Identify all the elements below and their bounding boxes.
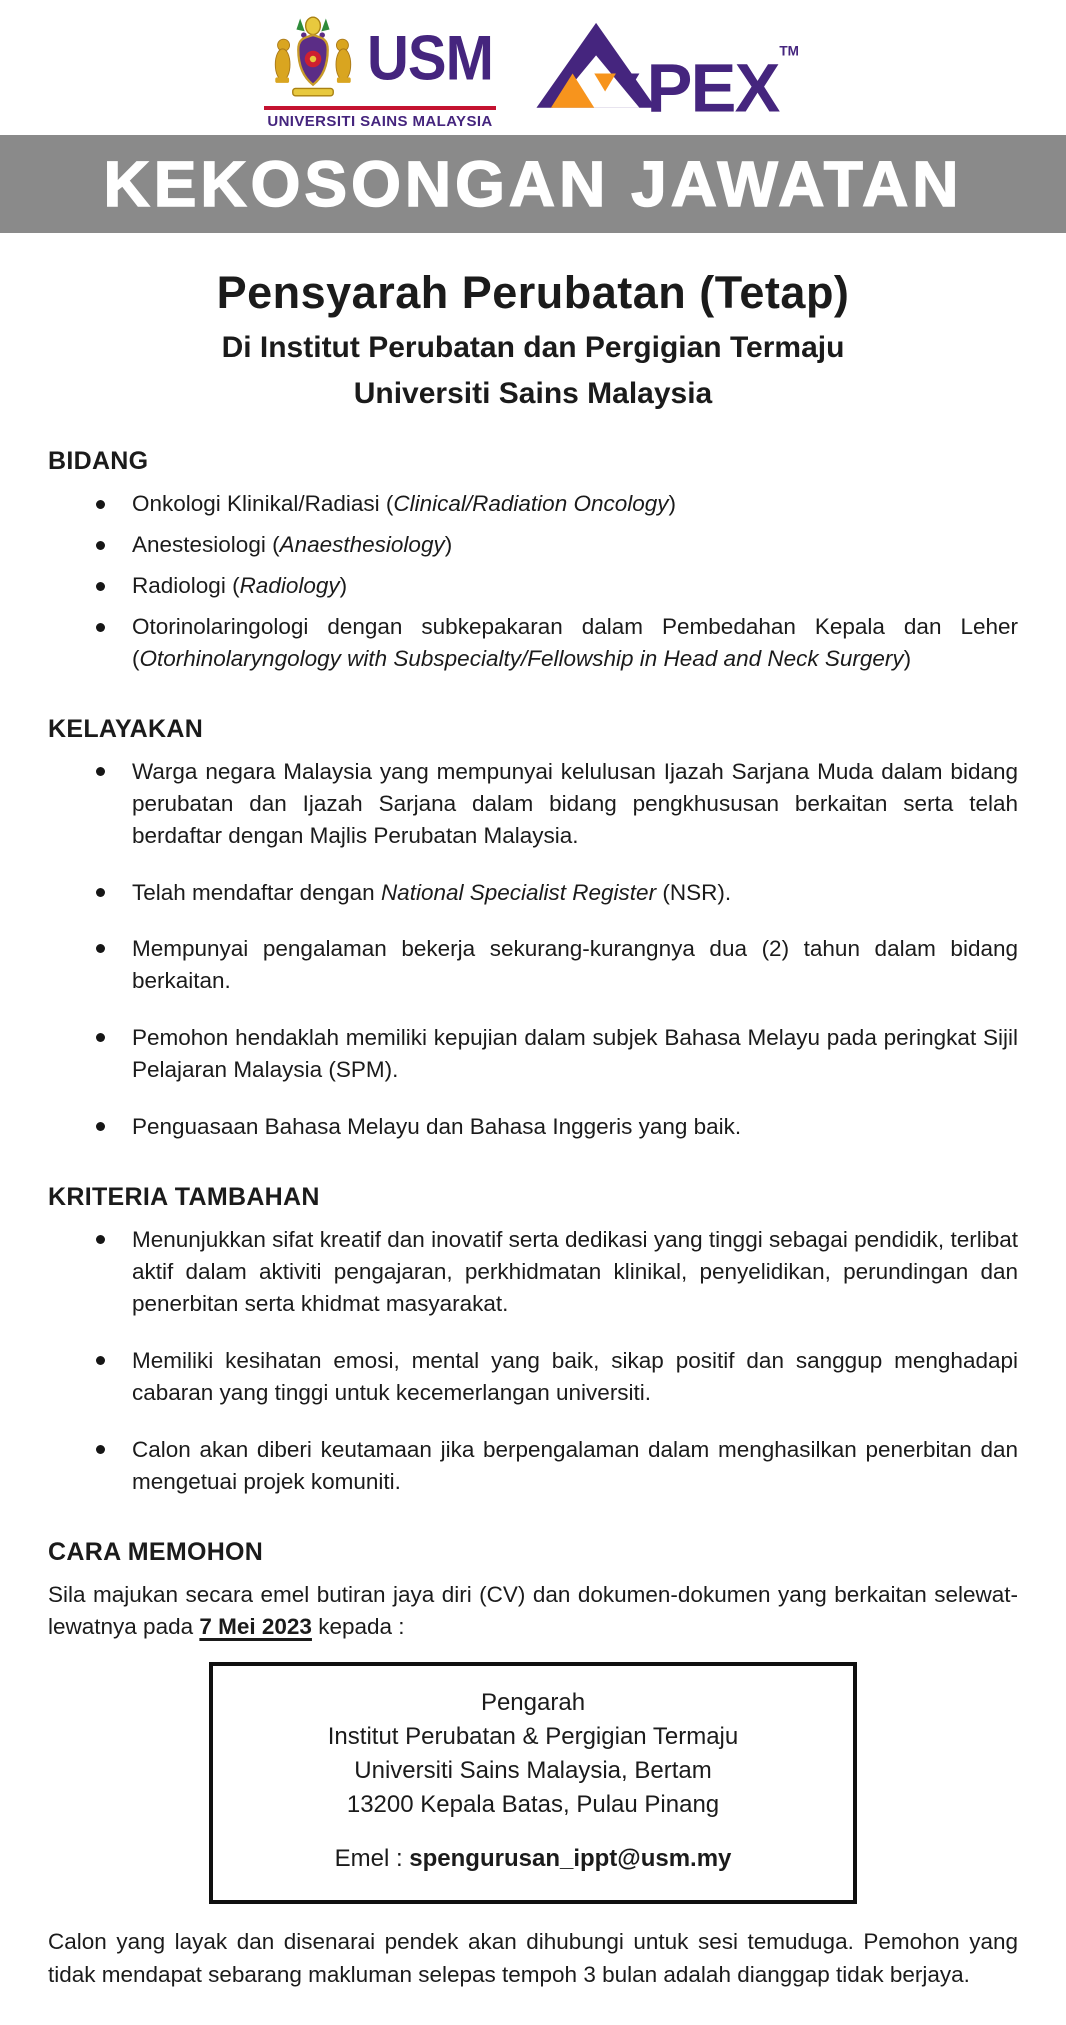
section-heading-kelayakan: KELAYAKAN — [48, 714, 204, 743]
bidang-list — [48, 488, 1018, 675]
subtitle-institute: Di Institut Perubatan dan Pergigian Termaju — [221, 331, 845, 364]
section-kriteria-tambahan — [48, 1183, 1018, 1498]
contact-address-box — [209, 1662, 857, 1904]
contact-address-lines — [225, 1686, 841, 1822]
bidang-item: Otorinolaringologi dengan subkepakaran dalam Pembedahan Kepala dan Leher (Otorhinolaryngology with Subspecialty/Fellowship in Head and Neck Surgery) — [48, 611, 1018, 675]
usm-crest-icon — [267, 16, 359, 102]
email-label: Emel : — [334, 1845, 410, 1873]
kriteria-item: Menunjukkan sifat kreatif dan inovatif serta dedikasi yang tinggi sebagai pendidik, terlibat aktif dalam aktiviti pengajaran, perkhidmatan klinikal, penyelidikan, perundingan dan penerbitan serta khidmat masyarakat. — [48, 1224, 1018, 1320]
apex-logo-icon — [522, 20, 802, 126]
bidang-item: Onkologi Klinikal/Radiasi (Clinical/Radiation Oncology) — [48, 488, 1018, 520]
section-heading-bidang: BIDANG — [48, 447, 149, 475]
kriteria-item: Calon akan diberi keutamaan jika berpengalaman dalam menghasilkan penerbitan dan mengetuai projek komuniti. — [48, 1434, 1018, 1498]
apex-wordmark: PEX — [646, 48, 779, 126]
bidang-item: Anestesiologi (Anaesthesiology) — [48, 529, 1018, 561]
usm-logo — [264, 16, 496, 130]
footer-note: Calon yang layak dan disenarai pendek akan dihubungi untuk sesi temuduga. Pemohon yang tidak mendapat sebarang makluman selepas tempoh 3 bulan adalah dianggap tidak berjaya. — [48, 1929, 1018, 1987]
kriteria-item: Memiliki kesihatan emosi, mental yang baik, sikap positif dan sanggup menghadapi cabaran yang tinggi untuk kecemerlangan universiti. — [48, 1345, 1018, 1409]
apex-tm-mark: TM — [779, 42, 799, 58]
kelayakan-item: Penguasaan Bahasa Melayu dan Bahasa Inggeris yang baik. — [48, 1111, 1018, 1143]
subtitle-university: Universiti Sains Malaysia — [353, 377, 713, 410]
banner — [0, 135, 1066, 233]
usm-red-rule — [264, 106, 496, 110]
kelayakan-item: Pemohon hendaklah memiliki kepujian dalam subjek Bahasa Melayu pada peringkat Sijil Pelajaran Malaysia (SPM). — [48, 1022, 1018, 1086]
kriteria-list — [48, 1224, 1018, 1498]
kelayakan-item: Telah mendaftar dengan National Specialist Register (NSR). — [48, 877, 1018, 909]
kelayakan-item: Warga negara Malaysia yang mempunyai kelulusan Ijazah Sarjana Muda dalam bidang perubatan dan Ijazah Sarjana dalam bidang pengkhususan berkaitan serta telah berdaftar dengan Majlis Perubatan Malaysia. — [48, 756, 1018, 852]
usm-acronym: USM — [367, 22, 493, 94]
application-instructions: Sila majukan secara emel butiran jaya diri (CV) dan dokumen-dokumen yang berkaitan selewat-lewatnya pada 7 Mei 2023 kepada : — [48, 1581, 1018, 1640]
kelayakan-item: Mempunyai pengalaman bekerja sekurang-kurangnya dua (2) tahun dalam bidang berkaitan. — [48, 933, 1018, 997]
usm-caption: UNIVERSITI SAINS MALAYSIA — [267, 112, 493, 130]
kelayakan-list — [48, 756, 1018, 1143]
contact-email: spengurusan_ippt@usm.my — [409, 1845, 732, 1873]
page-title: Pensyarah Perubatan (Tetap) — [216, 267, 850, 318]
section-kelayakan — [48, 715, 1018, 1143]
section-bidang — [48, 447, 1018, 675]
header-logos — [0, 0, 1066, 135]
flyer-body — [0, 267, 1066, 1992]
section-cara-memohon — [48, 1538, 1018, 1992]
contact-address-line: Universiti Sains Malaysia, Bertam — [354, 1757, 712, 1785]
section-heading-cara: CARA MEMOHON — [48, 1537, 264, 1566]
bidang-item: Radiologi (Radiology) — [48, 570, 1018, 602]
contact-address-line: Pengarah — [480, 1688, 586, 1716]
apex-logo — [522, 20, 802, 126]
contact-address-line: 13200 Kepala Batas, Pulau Pinang — [346, 1791, 720, 1819]
email-line — [225, 1842, 841, 1876]
section-heading-kriteria: KRITERIA TAMBAHAN — [48, 1183, 320, 1212]
banner-text: KEKOSONGAN JAWATAN — [103, 148, 963, 220]
contact-address-line: Institut Perubatan & Pergigian Termaju — [327, 1723, 739, 1751]
